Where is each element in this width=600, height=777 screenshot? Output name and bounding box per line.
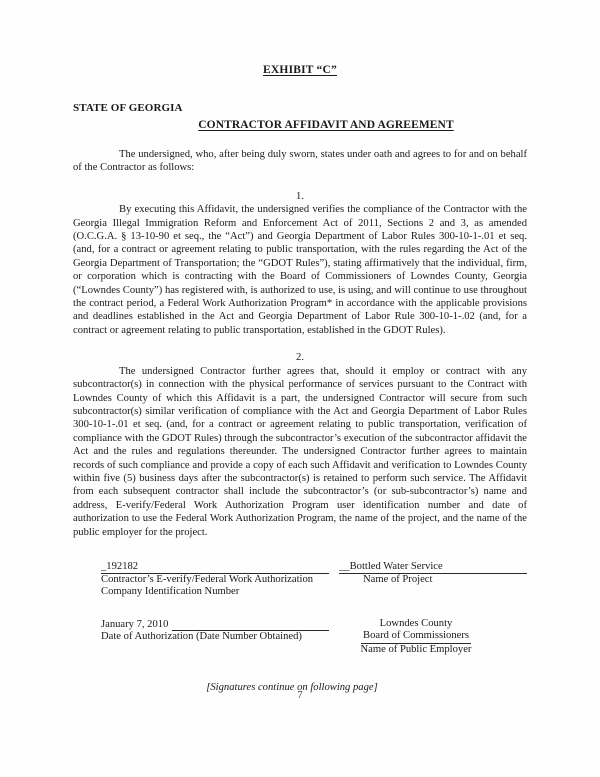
exhibit-title	[73, 64, 527, 76]
everify-field-group	[101, 560, 329, 599]
everify-caption-line-2: Company Identification Number	[101, 586, 240, 598]
intro-paragraph: The undersigned, who, after being duly sworn, states under oath and agrees to for and on behalf of the Contractor as follows:	[73, 149, 527, 174]
everify-project-row	[101, 560, 527, 599]
section-1-marker: 1.	[296, 190, 304, 202]
signature-form-block	[73, 560, 527, 656]
spacer	[73, 175, 527, 190]
signatures-continue-note: [Signatures continue on following page]	[206, 682, 378, 693]
date-caption: Date of Authorization (Date Number Obtained)	[101, 630, 302, 642]
section-2-marker: 2.	[296, 352, 304, 364]
employer-line-2: Board of Commissioners	[361, 630, 471, 643]
spacer	[101, 599, 527, 618]
project-name-value[interactable]: __Bottled Water Service	[339, 560, 527, 574]
page-number: 7	[297, 690, 303, 701]
employer-line-1: Lowndes County	[379, 617, 453, 629]
project-field-group	[329, 560, 527, 586]
exhibit-title-text: EXHIBIT “C”	[263, 64, 337, 76]
section-2-text: The undersigned Contractor further agrees that, should it employ or contract with any subcontractor(s) in connection with the physical performance of services pursuant to the Contract with Lowndes County of which this Affidavit is a part, the undersigned Contractor will secure from such subcontractor(s) similar verification of compliance with the Act and Georgia Department of Labor Rules 300-10-1-.01 et seq. (and, for a contract or agreement relating to public transportation, verification of compliance with the GDOT Rules) through the subcontractor’s execution of the subcontractor affidavit the Act and the rules and regulations thereunder. The undersigned Contractor further agrees to maintain records of such compliance and provide a copy of each such Affidavit and verification to Lowndes County within five (5) business days after the subcontractor(s) is retained to perform such service. The Affidavit from each subsequent contractor shall include the subcontractor’s (or sub-subcontractor’s) name and address, E-verify/Federal Work Authorization Program user identification number and date of authorization to use the Federal Work Authorization Program, the name of the project, and the name of the public employer for the project.	[73, 365, 527, 538]
affidavit-title	[73, 119, 527, 131]
section-1-text: By executing this Affidavit, the undersigned verifies the compliance of the Contractor with the Georgia Illegal Immigration Reform and Enforcement Act of 2011, Sections 2 and 3, as amended (O.C.G.A. § 13-10-90 et seq., the “Act”) and Georgia Department of Labor Rules 300-10-1-.01 et seq. (and, for a contract or agreement relating to public transportation, with the rules regarding the Act of the Georgia Department of Transportation; the “GDOT Rules”), stating affirmatively that the individual, firm, or corporation which is contracting with the Board of Commissioners of Lowndes County, Georgia (“Lowndes County”) has registered with, is authorized to use, is using, and will continue to use throughout the contract period, a Federal Work Authorization Program* in accordance with the applicable provisions and deadlines established in the Act and Georgia Department of Labor Rule 300-10-1-.02 (and, for a contract or agreement relating to public transportation, established in the GDOT Rules).	[73, 204, 527, 336]
everify-caption-line-1: Contractor’s E-verify/Federal Work Authorization	[101, 573, 314, 585]
date-of-authorization-line[interactable]	[101, 618, 329, 631]
everify-number-value[interactable]: _192182	[101, 560, 329, 574]
date-employer-row	[101, 618, 527, 656]
project-caption: Name of Project	[363, 573, 433, 585]
date-field-group	[101, 618, 329, 643]
employer-caption: Name of Public Employer	[360, 643, 472, 655]
state-heading: STATE OF GEORGIA	[73, 102, 183, 114]
date-rule	[172, 619, 329, 631]
document-body	[73, 0, 527, 693]
employer-line-2-wrap	[339, 630, 493, 643]
spacer	[73, 337, 527, 351]
date-of-authorization-value: January 7, 2010	[101, 618, 169, 630]
public-employer-group	[329, 618, 527, 656]
affidavit-title-text: CONTRACTOR AFFIDAVIT AND AGREEMENT	[198, 119, 454, 131]
